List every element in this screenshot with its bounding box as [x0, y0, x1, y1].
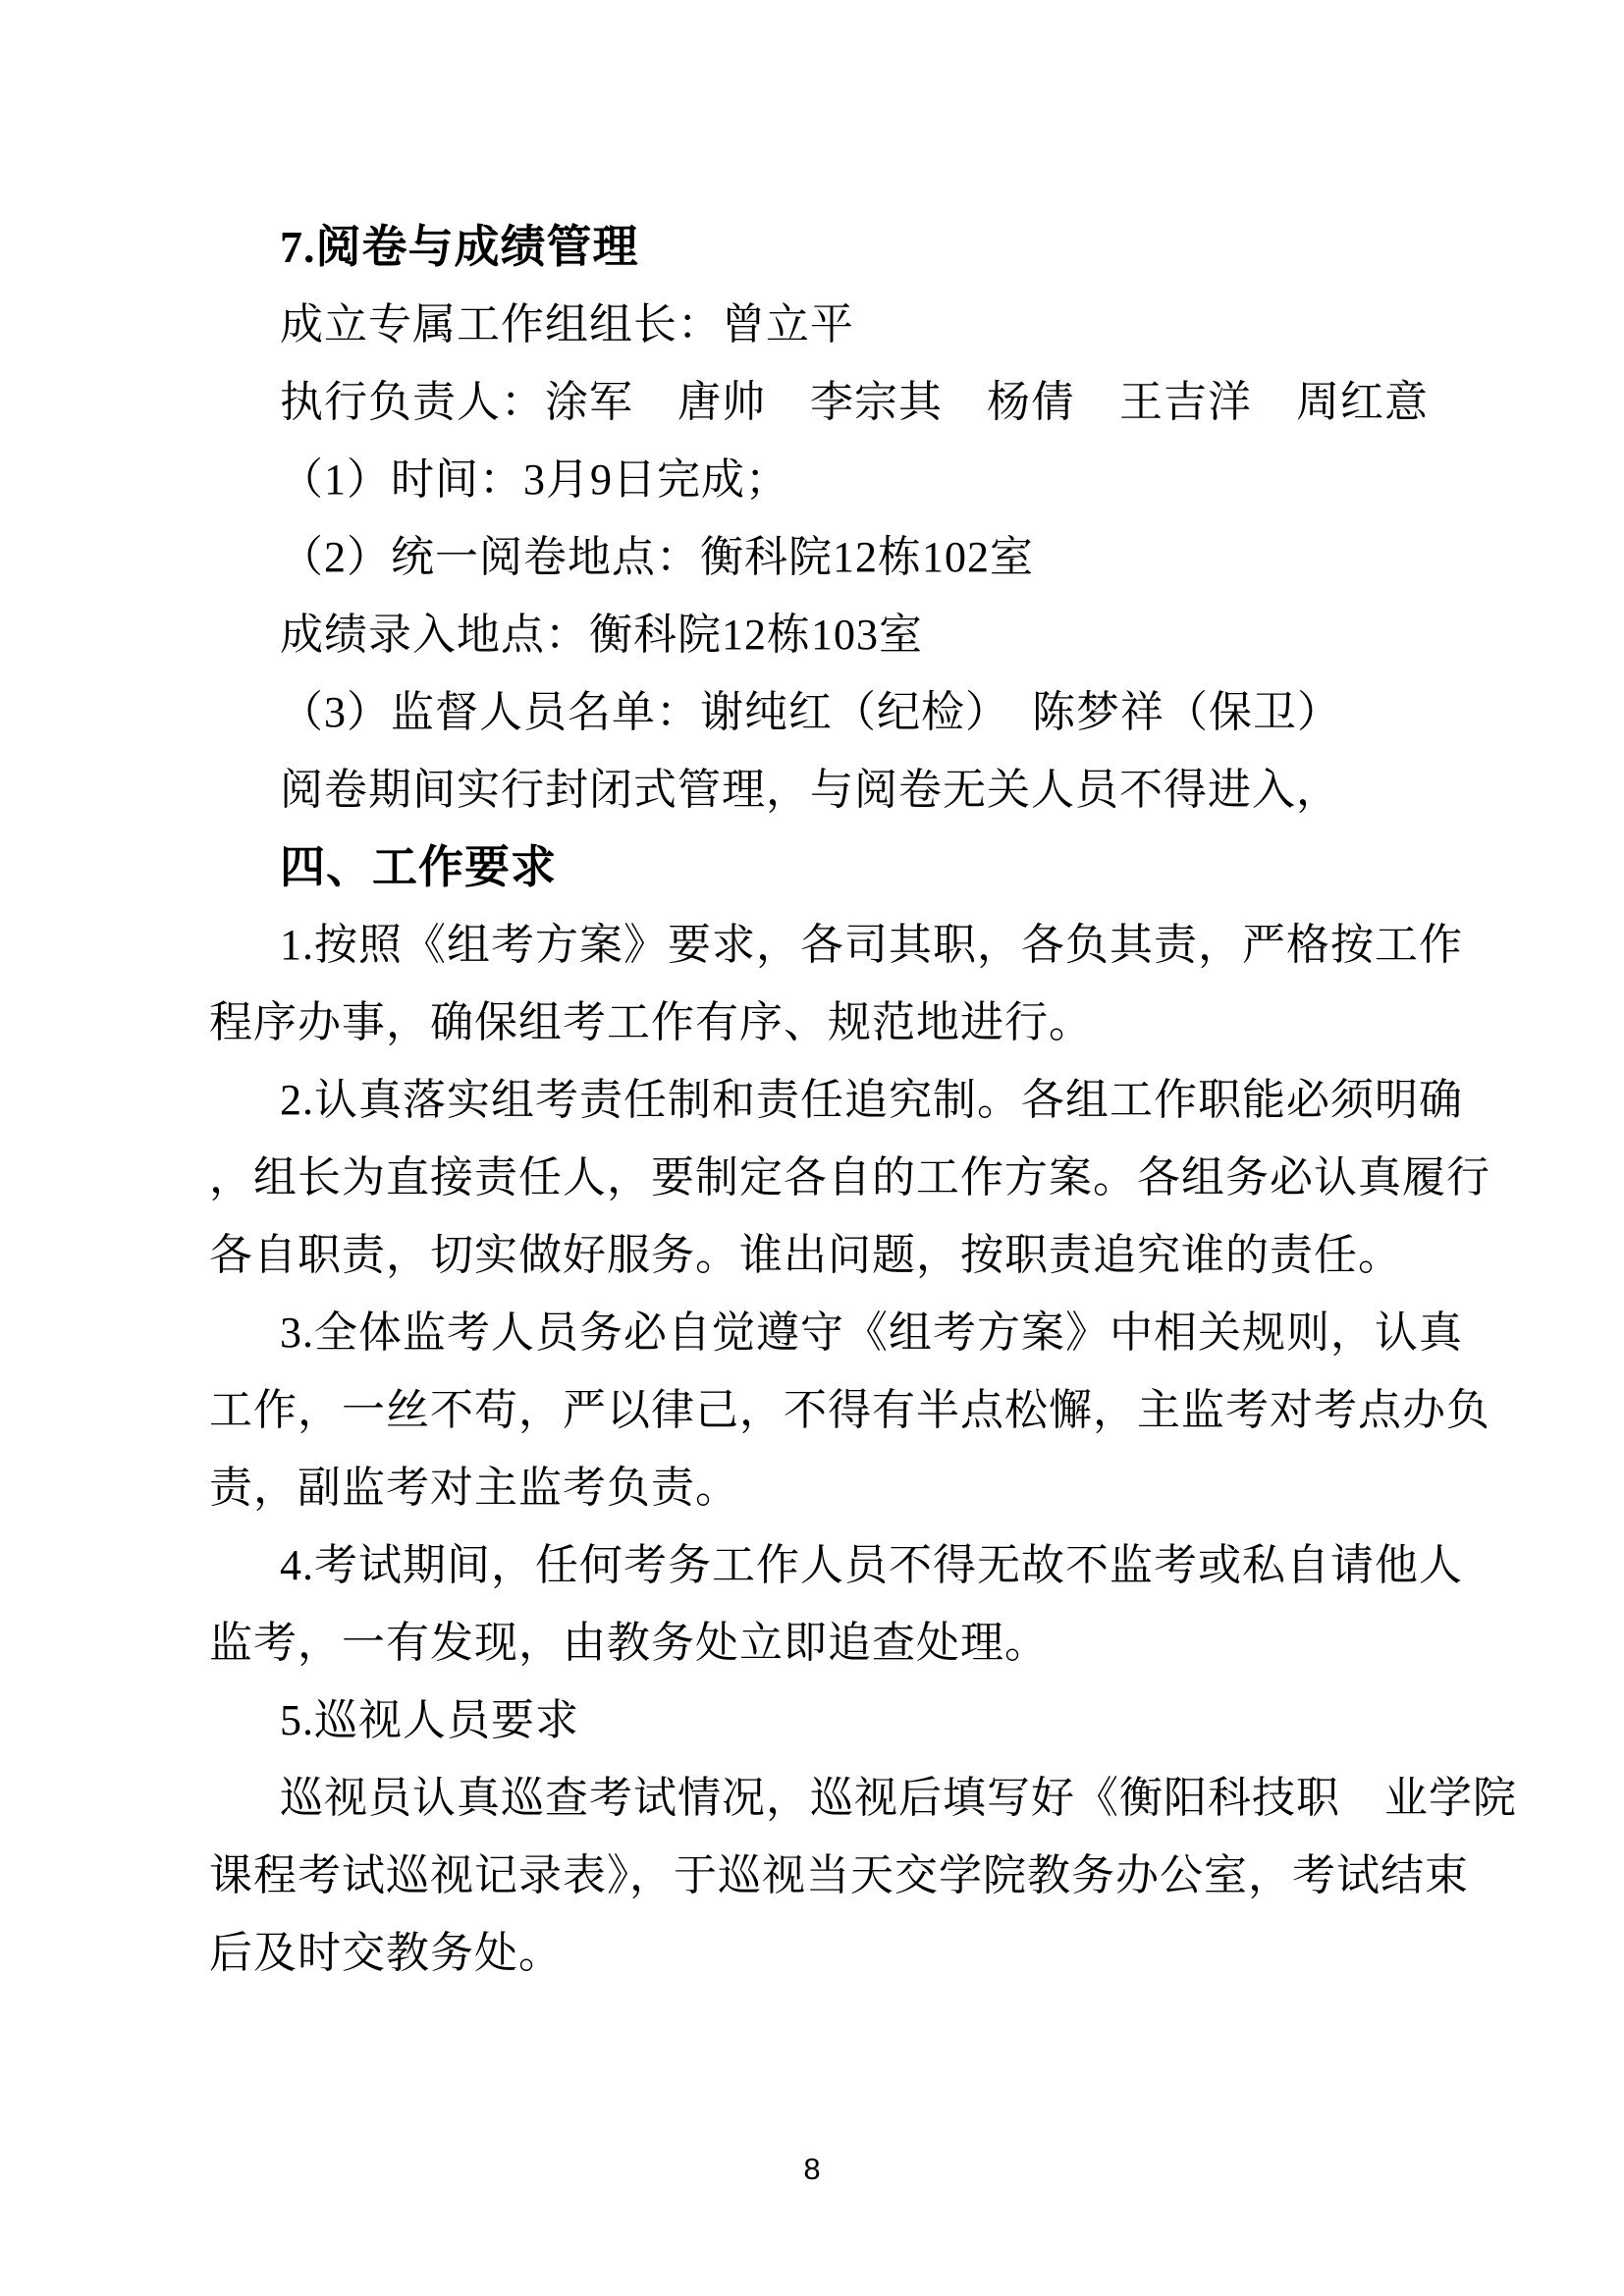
line-req5-heading: 5.巡视人员要求: [280, 1696, 579, 1744]
line-req4-b: 监考，一有发现，由教务处立即追查处理。: [209, 1619, 1049, 1667]
line-req1-a: 1.按照《组考方案》要求，各司其职，各负其责，严格按工作: [280, 921, 1463, 969]
page-number: 8: [803, 2152, 821, 2186]
line-req3-a: 3.全体监考人员务必自觉遵守《组考方案》中相关规则，认真: [280, 1308, 1463, 1357]
document-body: [209, 208, 1517, 1992]
line-item3-supervisor-list: （3）监督人员名单：谢纯红（纪检） 陈梦祥（保卫）: [280, 688, 1341, 736]
line-item2-grading-location: （2）统一阅卷地点：衡科院12栋102室: [280, 533, 1034, 581]
line-closed-management: 阅卷期间实行封闭式管理，与阅卷无关人员不得进入，: [280, 766, 1340, 814]
line-req3-c: 责，副监考对主监考负责。: [209, 1464, 739, 1512]
heading-section4-work-requirements: 四、工作要求: [280, 842, 557, 892]
heading-grading-and-score-management: 7.阅卷与成绩管理: [280, 222, 639, 272]
line-workgroup-leader: 成立专属工作组组长：曾立平: [280, 300, 854, 348]
line-executive-persons: 执行负责人：涂军 唐帅 李宗其 杨倩 王吉洋 周红意: [280, 378, 1429, 426]
line-req5-c: 后及时交教务处。: [209, 1929, 563, 1977]
line-req5-a: 巡视员认真巡查考试情况，巡视后填写好《衡阳科技职 业学院: [280, 1774, 1517, 1822]
line-item1-time: （1）时间：3月9日完成；: [280, 455, 789, 504]
line-req2-a: 2.认真落实组考责任制和责任追究制。各组工作职能必须明确: [280, 1076, 1463, 1124]
line-req1-b: 程序办事，确保组考工作有序、规范地进行。: [209, 998, 1093, 1046]
line-req5-b: 课程考试巡视记录表》，于巡视当天交学院教务办公室，考试结束: [209, 1851, 1469, 1899]
line-req2-c: 各自职责，切实做好服务。谁出问题，按职责追究谁的责任。: [209, 1231, 1402, 1279]
line-req4-a: 4.考试期间，任何考务工作人员不得无故不监考或私自请他人: [280, 1541, 1463, 1589]
line-req2-b: ，组长为直接责任人，要制定各自的工作方案。各组务必认真履行: [209, 1153, 1490, 1201]
line-score-entry-location: 成绩录入地点：衡科院12栋103室: [280, 611, 923, 659]
line-req3-b: 工作，一丝不苟，严以律己，不得有半点松懈，主监考对考点办负: [209, 1386, 1490, 1434]
